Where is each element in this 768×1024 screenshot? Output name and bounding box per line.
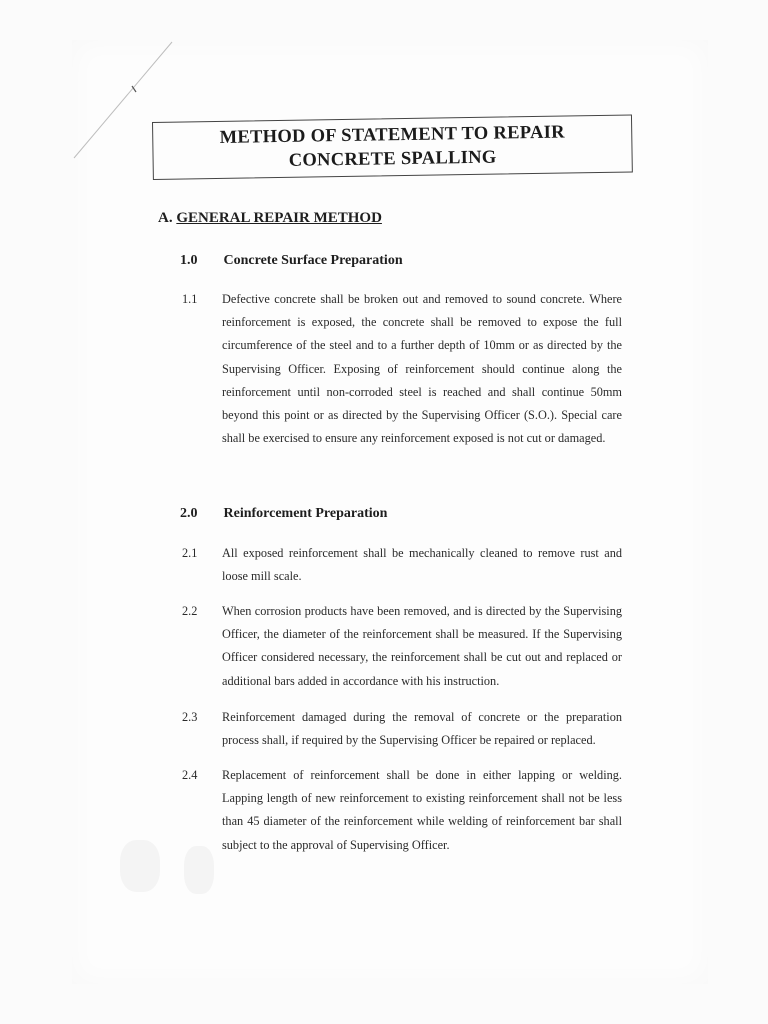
section-heading (180, 253, 403, 269)
clause-number: 2.1 (182, 546, 198, 560)
clause-text: All exposed reinforcement shall be mechanically cleaned to remove rust and loose mill scale. (222, 546, 622, 584)
document-title-box (152, 114, 633, 180)
document-title-line-2: CONCRETE SPALLING (288, 147, 497, 171)
section-heading (180, 506, 387, 522)
section-title: Reinforcement Preparation (223, 506, 388, 521)
section-number: 1.0 (180, 253, 198, 268)
clause-number: 1.1 (182, 292, 198, 306)
section-a-label: GENERAL REPAIR METHOD (176, 210, 382, 226)
clause-number: 2.2 (182, 604, 198, 618)
clause-number: 2.3 (182, 710, 198, 724)
scan-smudge (120, 840, 160, 892)
clause (182, 706, 622, 752)
clause-number: 2.4 (182, 768, 198, 782)
clause-text: When corrosion products have been removed, and is directed by the Supervising Officer, the diameter of the reinforcement shall be measured. If the Supervising Officer considered necessary, the reinforcement shall be cut out and replaced or additional bars added in accordance with his instruction. (222, 604, 622, 688)
section-a-prefix: A. (158, 210, 173, 226)
clause (182, 288, 622, 450)
section-number: 2.0 (180, 506, 198, 521)
clause-text: Replacement of reinforcement shall be done in either lapping or welding. Lapping length of new reinforcement to existing reinforcement shall not be less than 45 diameter of the reinforcement while welding of reinforcement bar shall subject to the approval of Supervising Officer. (222, 768, 622, 852)
clause-text: Defective concrete shall be broken out and removed to sound concrete. Where reinforcement is exposed, the concrete shall be removed to expose the full circumference of the steel and to a further depth of 10mm or as directed by the Supervising Officer. Exposing of reinforcement should continue along the reinforcement until non-corroded steel is reached and shall continue 50mm beyond this point or as directed by the Supervising Officer (S.O.). Special care shall be exercised to ensure any reinforcement exposed is not cut or damaged. (222, 292, 622, 446)
clause (182, 600, 622, 693)
section-a-heading (158, 210, 382, 227)
document-title-line-1: METHOD OF STATEMENT TO REPAIR (219, 122, 565, 148)
clause-text: Reinforcement damaged during the removal of concrete or the preparation process shall, if required by the Supervising Officer be repaired or replaced. (222, 710, 622, 748)
clause (182, 764, 622, 857)
clause (182, 542, 622, 588)
section-title: Concrete Surface Preparation (223, 253, 403, 268)
